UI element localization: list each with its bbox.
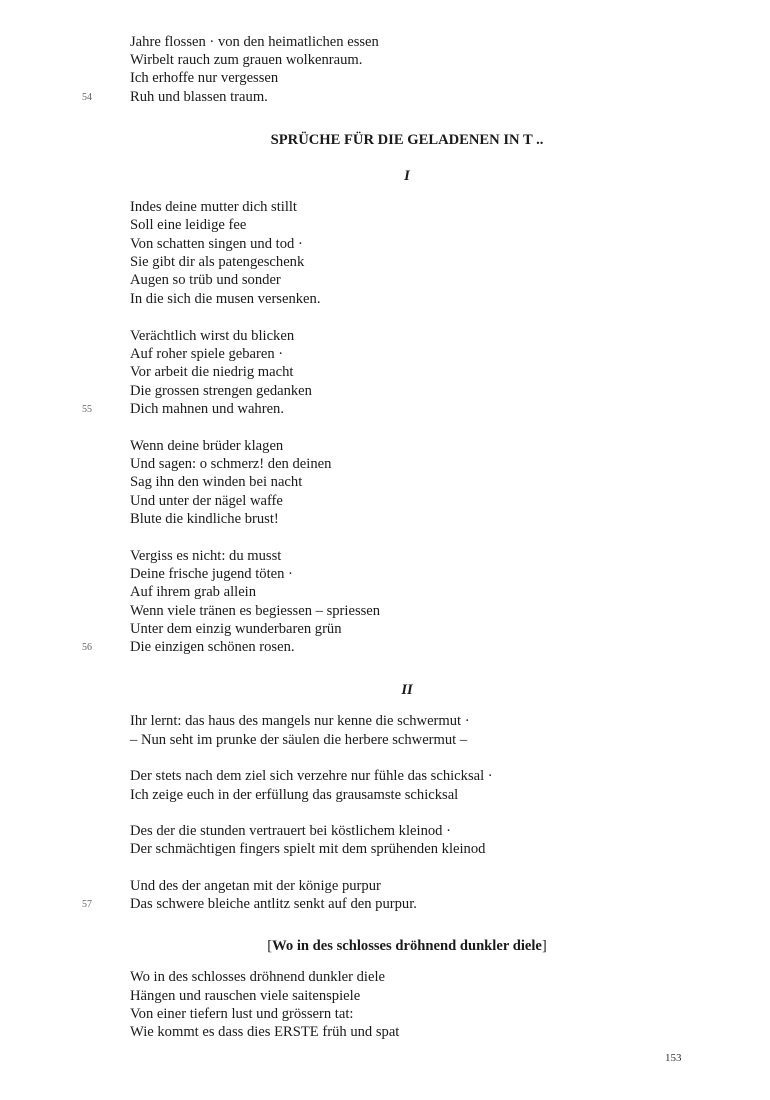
verse-line: Soll eine leidige fee (130, 217, 247, 233)
verse-line: Der stets nach dem ziel sich verzehre nur fühle das schicksal · (130, 768, 493, 784)
verse-line: Augen so trüb und sonder (130, 272, 281, 288)
intro-line: Ruh und blassen traum. (130, 89, 268, 105)
verse-line: Indes deine mutter dich stillt (130, 199, 297, 215)
verse-line: Von einer tiefern lust und grössern tat: (130, 1006, 354, 1022)
verse-line: Unter dem einzig wunderbaren grün (130, 621, 342, 637)
intro-line: Ich erhoffe nur vergessen (130, 70, 279, 86)
verse-line: Auf ihrem grab allein (130, 584, 257, 600)
verse-line: Die einzigen schönen rosen. (130, 639, 295, 655)
verse-line: Sag ihn den winden bei nacht (130, 474, 303, 490)
bracket-open: [ (267, 938, 273, 954)
verse-line: Ihr lernt: das haus des mangels nur kenne die schwermut · (130, 713, 470, 729)
verse-line: Ich zeige euch in der erfüllung das grausamste schicksal (130, 787, 459, 803)
verse-line: Der schmächtigen fingers spielt mit dem sprühenden kleinod (130, 841, 486, 857)
verse-line: Wenn deine brüder klagen (130, 438, 284, 454)
verse-line: Hängen und rauschen viele saitenspiele (130, 988, 361, 1004)
verse-line: Von schatten singen und tod · (130, 236, 303, 252)
verse-line: Und sagen: o schmerz! den deinen (130, 456, 332, 472)
verse-line: Vergiss es nicht: du musst (130, 548, 282, 564)
verse-line: – Nun seht im prunke der säulen die herbere schwermut – (130, 732, 468, 748)
line-number: 55 (82, 404, 92, 415)
verse-line: Sie gibt dir als patengeschenk (130, 254, 305, 270)
verse-line: Dich mahnen und wahren. (130, 401, 284, 417)
line-number: 54 (82, 92, 92, 103)
verse-line: Und unter der nägel waffe (130, 493, 283, 509)
next-poem-title-text: Wo in des schlosses dröhnend dunkler diele (272, 938, 542, 954)
verse-line: Das schwere bleiche antlitz senkt auf den purpur. (130, 896, 417, 912)
verse-line: Wie kommt es dass dies ERSTE früh und spat (130, 1024, 400, 1040)
verse-line: Wo in des schlosses dröhnend dunkler diele (130, 969, 385, 985)
verse-line: Vor arbeit die niedrig macht (130, 364, 294, 380)
page-number: 153 (665, 1052, 682, 1064)
part-numeral-2: II (401, 682, 413, 698)
verse-line: Und des der angetan mit der könige purpur (130, 878, 381, 894)
verse-line: Des der die stunden vertrauert bei köstlichem kleinod · (130, 823, 451, 839)
intro-line: Wirbelt rauch zum grauen wolkenraum. (130, 52, 363, 68)
verse-line: Verächtlich wirst du blicken (130, 328, 295, 344)
poem-title: SPRÜCHE FÜR DIE GELADENEN IN T .. (270, 132, 544, 148)
next-poem-title (0, 937, 770, 955)
verse-line: Auf roher spiele gebaren · (130, 346, 284, 362)
verse-line: Wenn viele tränen es begiessen – spriessen (130, 603, 381, 619)
part-numeral-1: I (404, 168, 410, 184)
verse-line: Blute die kindliche brust! (130, 511, 279, 527)
intro-line: Jahre flossen · von den heimatlichen essen (130, 34, 379, 50)
line-number: 56 (82, 642, 92, 653)
verse-line: Die grossen strengen gedanken (130, 383, 312, 399)
verse-line: In die sich die musen versenken. (130, 291, 321, 307)
bracket-close: ] (541, 938, 547, 954)
line-number: 57 (82, 899, 92, 910)
verse-line: Deine frische jugend töten · (130, 566, 293, 582)
